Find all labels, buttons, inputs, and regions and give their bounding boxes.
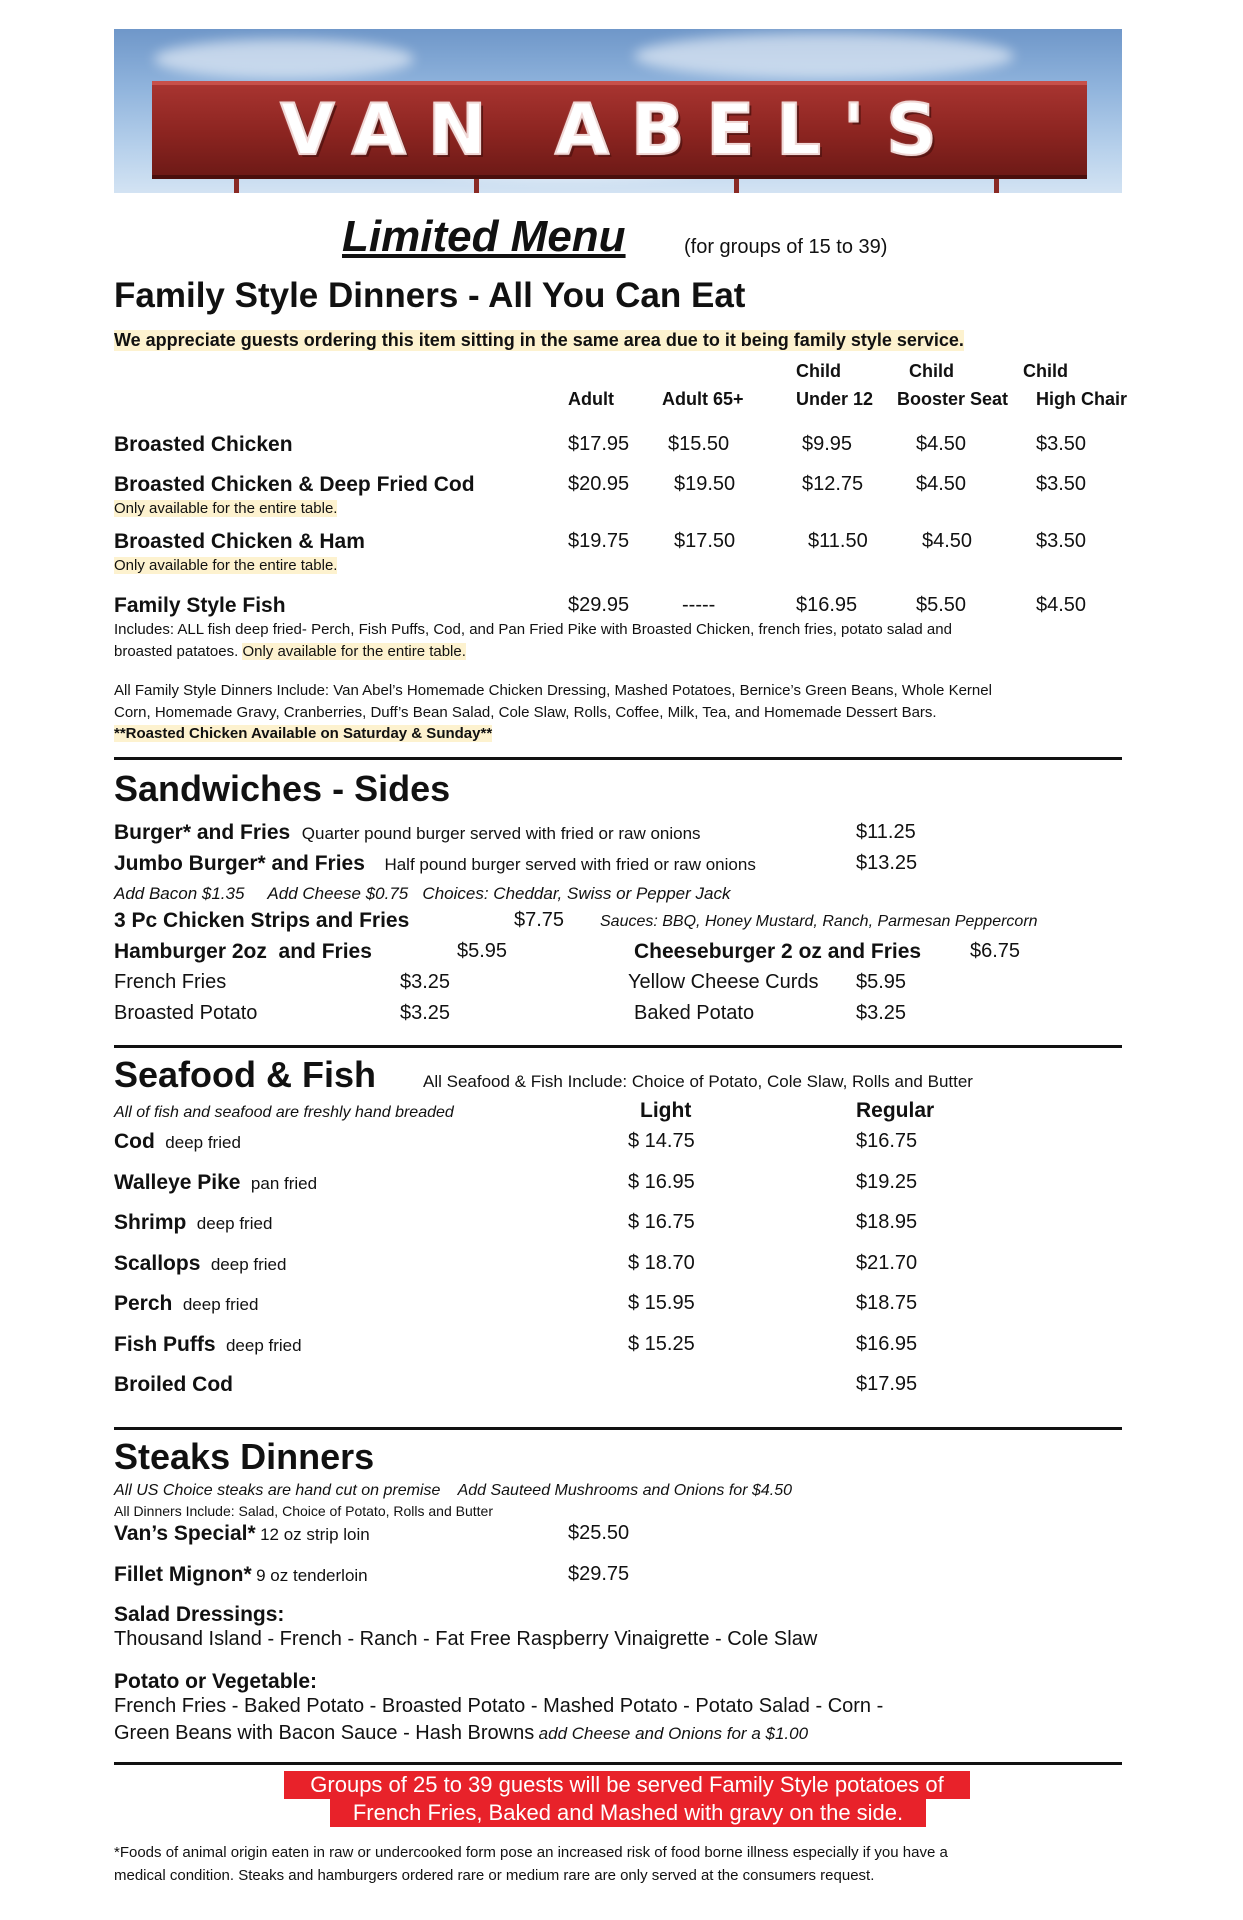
seafood-name: Shrimp bbox=[114, 1211, 187, 1234]
hamburger-2oz-price: $5.95 bbox=[457, 940, 508, 962]
seafood-title: Seafood & Fish bbox=[114, 1054, 377, 1095]
restaurant-sign bbox=[152, 81, 1087, 179]
seafood-includes: All Seafood & Fish Include: Choice of Potato, Cole Slaw, Rolls and Butter bbox=[423, 1072, 973, 1091]
seafood-light-price: $ 16.75 bbox=[628, 1211, 695, 1233]
jumbo-burger-price: $13.25 bbox=[856, 852, 918, 874]
family-item-name: Family Style Fish bbox=[114, 594, 286, 617]
family-style-title: Family Style Dinners - All You Can Eat bbox=[114, 276, 746, 315]
steaks-includes: All Dinners Include: Salad, Choice of Potato, Rolls and Butter bbox=[114, 1503, 493, 1519]
family-price-adult: $19.75 bbox=[568, 530, 630, 552]
fish-includes-note: Only available for the entire table. bbox=[242, 643, 466, 660]
seafood-style: deep fried bbox=[210, 1255, 287, 1274]
col-child-3: Child bbox=[1023, 361, 1068, 381]
seafood-name: Fish Puffs bbox=[114, 1333, 216, 1356]
vans-special-desc: 12 oz strip loin bbox=[260, 1525, 370, 1544]
fillet-mignon-price: $29.75 bbox=[568, 1563, 630, 1585]
family-price-highchair: $3.50 bbox=[1036, 473, 1087, 495]
col-adult: Adult bbox=[568, 389, 614, 409]
seafood-regular-price: $17.95 bbox=[856, 1373, 918, 1395]
seafood-light-price: $ 15.95 bbox=[628, 1292, 695, 1314]
col-highchair: High Chair bbox=[1036, 389, 1128, 409]
family-price-booster: $4.50 bbox=[916, 433, 967, 455]
seafood-name: Walleye Pike bbox=[114, 1171, 241, 1194]
baked-potato-price: $3.25 bbox=[856, 1002, 907, 1024]
potato-vegetable-list-1: French Fries - Baked Potato - Broasted Potato - Mashed Potato - Potato Salad - Corn - bbox=[114, 1695, 884, 1717]
disclaimer-line2: medical condition. Steaks and hamburgers ordered rare or medium rare are only served at the consumers request. bbox=[114, 1867, 875, 1884]
jumbo-burger-name: Jumbo Burger* and Fries bbox=[114, 852, 365, 875]
seafood-light-price: $ 18.70 bbox=[628, 1252, 695, 1274]
disclaimer-line1: *Foods of animal origin eaten in raw or undercooked form pose an increased risk of food borne illness especially if you have a bbox=[114, 1844, 948, 1861]
family-price-highchair: $3.50 bbox=[1036, 433, 1087, 455]
french-fries-name: French Fries bbox=[114, 971, 227, 993]
col-regular: Regular bbox=[856, 1099, 935, 1122]
col-light: Light bbox=[640, 1099, 692, 1122]
cheeseburger-2oz-name: Cheeseburger 2 oz and Fries bbox=[634, 940, 922, 963]
chicken-strips-name: 3 Pc Chicken Strips and Fries bbox=[114, 909, 410, 932]
salad-dressings-list: Thousand Island - French - Ranch - Fat Free Raspberry Vinaigrette - Cole Slaw bbox=[114, 1628, 818, 1650]
family-item-name: Broasted Chicken & Ham bbox=[114, 530, 365, 553]
col-under12: Under 12 bbox=[796, 389, 874, 409]
seafood-name: Cod bbox=[114, 1130, 155, 1153]
burger-addons: Add Bacon $1.35 Add Cheese $0.75 Choices: Cheddar, Swiss or Pepper Jack bbox=[114, 884, 731, 903]
seafood-style: deep fried bbox=[182, 1295, 259, 1314]
col-child-1: Child bbox=[796, 361, 841, 381]
seafood-regular-price: $21.70 bbox=[856, 1252, 918, 1274]
banner-image bbox=[114, 29, 1122, 193]
steaks-title: Steaks Dinners bbox=[114, 1436, 375, 1477]
seafood-regular-price: $19.25 bbox=[856, 1171, 918, 1193]
burger-price: $11.25 bbox=[856, 821, 916, 843]
sign-text: VAN ABEL'S bbox=[280, 89, 959, 171]
page-title: Limited Menu bbox=[342, 212, 626, 261]
col-adult65: Adult 65+ bbox=[662, 389, 744, 409]
group-potatoes-notice-2: French Fries, Baked and Mashed with gravy on the side. bbox=[330, 1799, 926, 1827]
fillet-mignon-name: Fillet Mignon* bbox=[114, 1563, 252, 1586]
fish-includes-line1: Includes: ALL fish deep fried- Perch, Fish Puffs, Cod, and Pan Fried Pike with Broasted Chicken, french fries, potato salad and bbox=[114, 621, 952, 638]
seafood-light-price: $ 15.25 bbox=[628, 1333, 695, 1355]
vans-special-name: Van’s Special* bbox=[114, 1522, 256, 1545]
vans-special-price: $25.50 bbox=[568, 1522, 630, 1544]
steaks-note: All US Choice steaks are hand cut on premise Add Sauteed Mushrooms and Onions for $4.50 bbox=[114, 1482, 792, 1499]
broasted-potato-price: $3.25 bbox=[400, 1002, 451, 1024]
cheese-curds-name: Yellow Cheese Curds bbox=[628, 971, 819, 993]
col-child-2: Child bbox=[909, 361, 954, 381]
family-item-note: Only available for the entire table. bbox=[114, 557, 338, 574]
hamburger-2oz-name: Hamburger 2oz and Fries bbox=[114, 940, 372, 963]
family-item-note: Only available for the entire table. bbox=[114, 500, 338, 517]
seafood-style: deep fried bbox=[196, 1214, 273, 1233]
french-fries-price: $3.25 bbox=[400, 971, 451, 993]
fillet-mignon-desc: 9 oz tenderloin bbox=[256, 1566, 368, 1585]
group-potatoes-notice-1: Groups of 25 to 39 guests will be served Family Style potatoes of bbox=[284, 1771, 970, 1799]
seafood-name: Scallops bbox=[114, 1252, 201, 1275]
family-price-booster: $5.50 bbox=[916, 594, 967, 616]
family-price-under12: $9.95 bbox=[802, 433, 853, 455]
family-price-under12: $16.95 bbox=[796, 594, 858, 616]
seafood-regular-price: $18.75 bbox=[856, 1292, 918, 1314]
seafood-light-price: $ 14.75 bbox=[628, 1130, 695, 1152]
seafood-style: deep fried bbox=[225, 1336, 302, 1355]
roasted-chicken-note: **Roasted Chicken Available on Saturday & Sunday** bbox=[114, 725, 493, 742]
family-includes-line1: All Family Style Dinners Include: Van Abel’s Homemade Chicken Dressing, Mashed Potatoes, Bernice’s Green Beans, Whole Kernel bbox=[114, 682, 992, 699]
family-includes-line2: Corn, Homemade Gravy, Cranberries, Duff’s Bean Salad, Cole Slaw, Rolls, Coffee, Milk, Tea, and Homemade Dessert Bars. bbox=[114, 704, 937, 721]
col-booster: Booster Seat bbox=[897, 389, 1009, 409]
family-price-adult65: $19.50 bbox=[674, 473, 736, 495]
group-size-note: (for groups of 15 to 39) bbox=[684, 236, 888, 258]
seafood-style: pan fried bbox=[250, 1174, 318, 1193]
seafood-name: Broiled Cod bbox=[114, 1373, 233, 1396]
seafood-regular-price: $18.95 bbox=[856, 1211, 918, 1233]
family-price-booster: $4.50 bbox=[922, 530, 973, 552]
burger-desc: Quarter pound burger served with fried or raw onions bbox=[301, 824, 701, 843]
family-price-highchair: $3.50 bbox=[1036, 530, 1087, 552]
potato-vegetable-note: add Cheese and Onions for a $1.00 bbox=[538, 1724, 809, 1743]
cheese-curds-price: $5.95 bbox=[856, 971, 907, 993]
family-price-adult65: $17.50 bbox=[674, 530, 736, 552]
family-price-adult65: ----- bbox=[682, 594, 716, 616]
cheeseburger-2oz-price: $6.75 bbox=[970, 940, 1021, 962]
family-price-adult65: $15.50 bbox=[668, 433, 730, 455]
chicken-strips-sauces: Sauces: BBQ, Honey Mustard, Ranch, Parmesan Peppercorn bbox=[600, 913, 1038, 930]
family-price-highchair: $4.50 bbox=[1036, 594, 1087, 616]
salad-dressings-title: Salad Dressings: bbox=[114, 1603, 285, 1626]
family-style-notice: We appreciate guests ordering this item sitting in the same area due to it being family style service. bbox=[114, 330, 964, 350]
family-price-booster: $4.50 bbox=[916, 473, 967, 495]
seafood-regular-price: $16.95 bbox=[856, 1333, 918, 1355]
jumbo-burger-desc: Half pound burger served with fried or raw onions bbox=[384, 855, 756, 874]
family-price-under12: $12.75 bbox=[802, 473, 864, 495]
sandwiches-title: Sandwiches - Sides bbox=[114, 768, 451, 809]
chicken-strips-price: $7.75 bbox=[514, 909, 565, 931]
seafood-style: deep fried bbox=[165, 1133, 241, 1152]
fish-includes-line2: broasted patatoes. bbox=[114, 643, 239, 660]
section-divider bbox=[114, 1045, 1122, 1048]
section-divider bbox=[114, 1762, 1122, 1765]
section-divider bbox=[114, 1427, 1122, 1430]
potato-vegetable-list-2: Green Beans with Bacon Sauce - Hash Browns bbox=[114, 1722, 535, 1744]
family-item-name: Broasted Chicken bbox=[114, 433, 293, 456]
broasted-potato-name: Broasted Potato bbox=[114, 1002, 258, 1024]
seafood-light-price: $ 16.95 bbox=[628, 1171, 695, 1193]
family-price-adult: $29.95 bbox=[568, 594, 630, 616]
family-item-name: Broasted Chicken & Deep Fried Cod bbox=[114, 473, 475, 496]
section-divider bbox=[114, 757, 1122, 760]
seafood-breaded-note: All of fish and seafood are freshly hand breaded bbox=[114, 1104, 454, 1121]
family-price-adult: $17.95 bbox=[568, 433, 630, 455]
family-price-under12: $11.50 bbox=[808, 530, 868, 552]
baked-potato-name: Baked Potato bbox=[634, 1002, 755, 1024]
burger-name: Burger* and Fries bbox=[114, 821, 291, 844]
potato-vegetable-title: Potato or Vegetable: bbox=[114, 1670, 318, 1693]
seafood-name: Perch bbox=[114, 1292, 173, 1315]
family-price-adult: $20.95 bbox=[568, 473, 630, 495]
seafood-regular-price: $16.75 bbox=[856, 1130, 918, 1152]
